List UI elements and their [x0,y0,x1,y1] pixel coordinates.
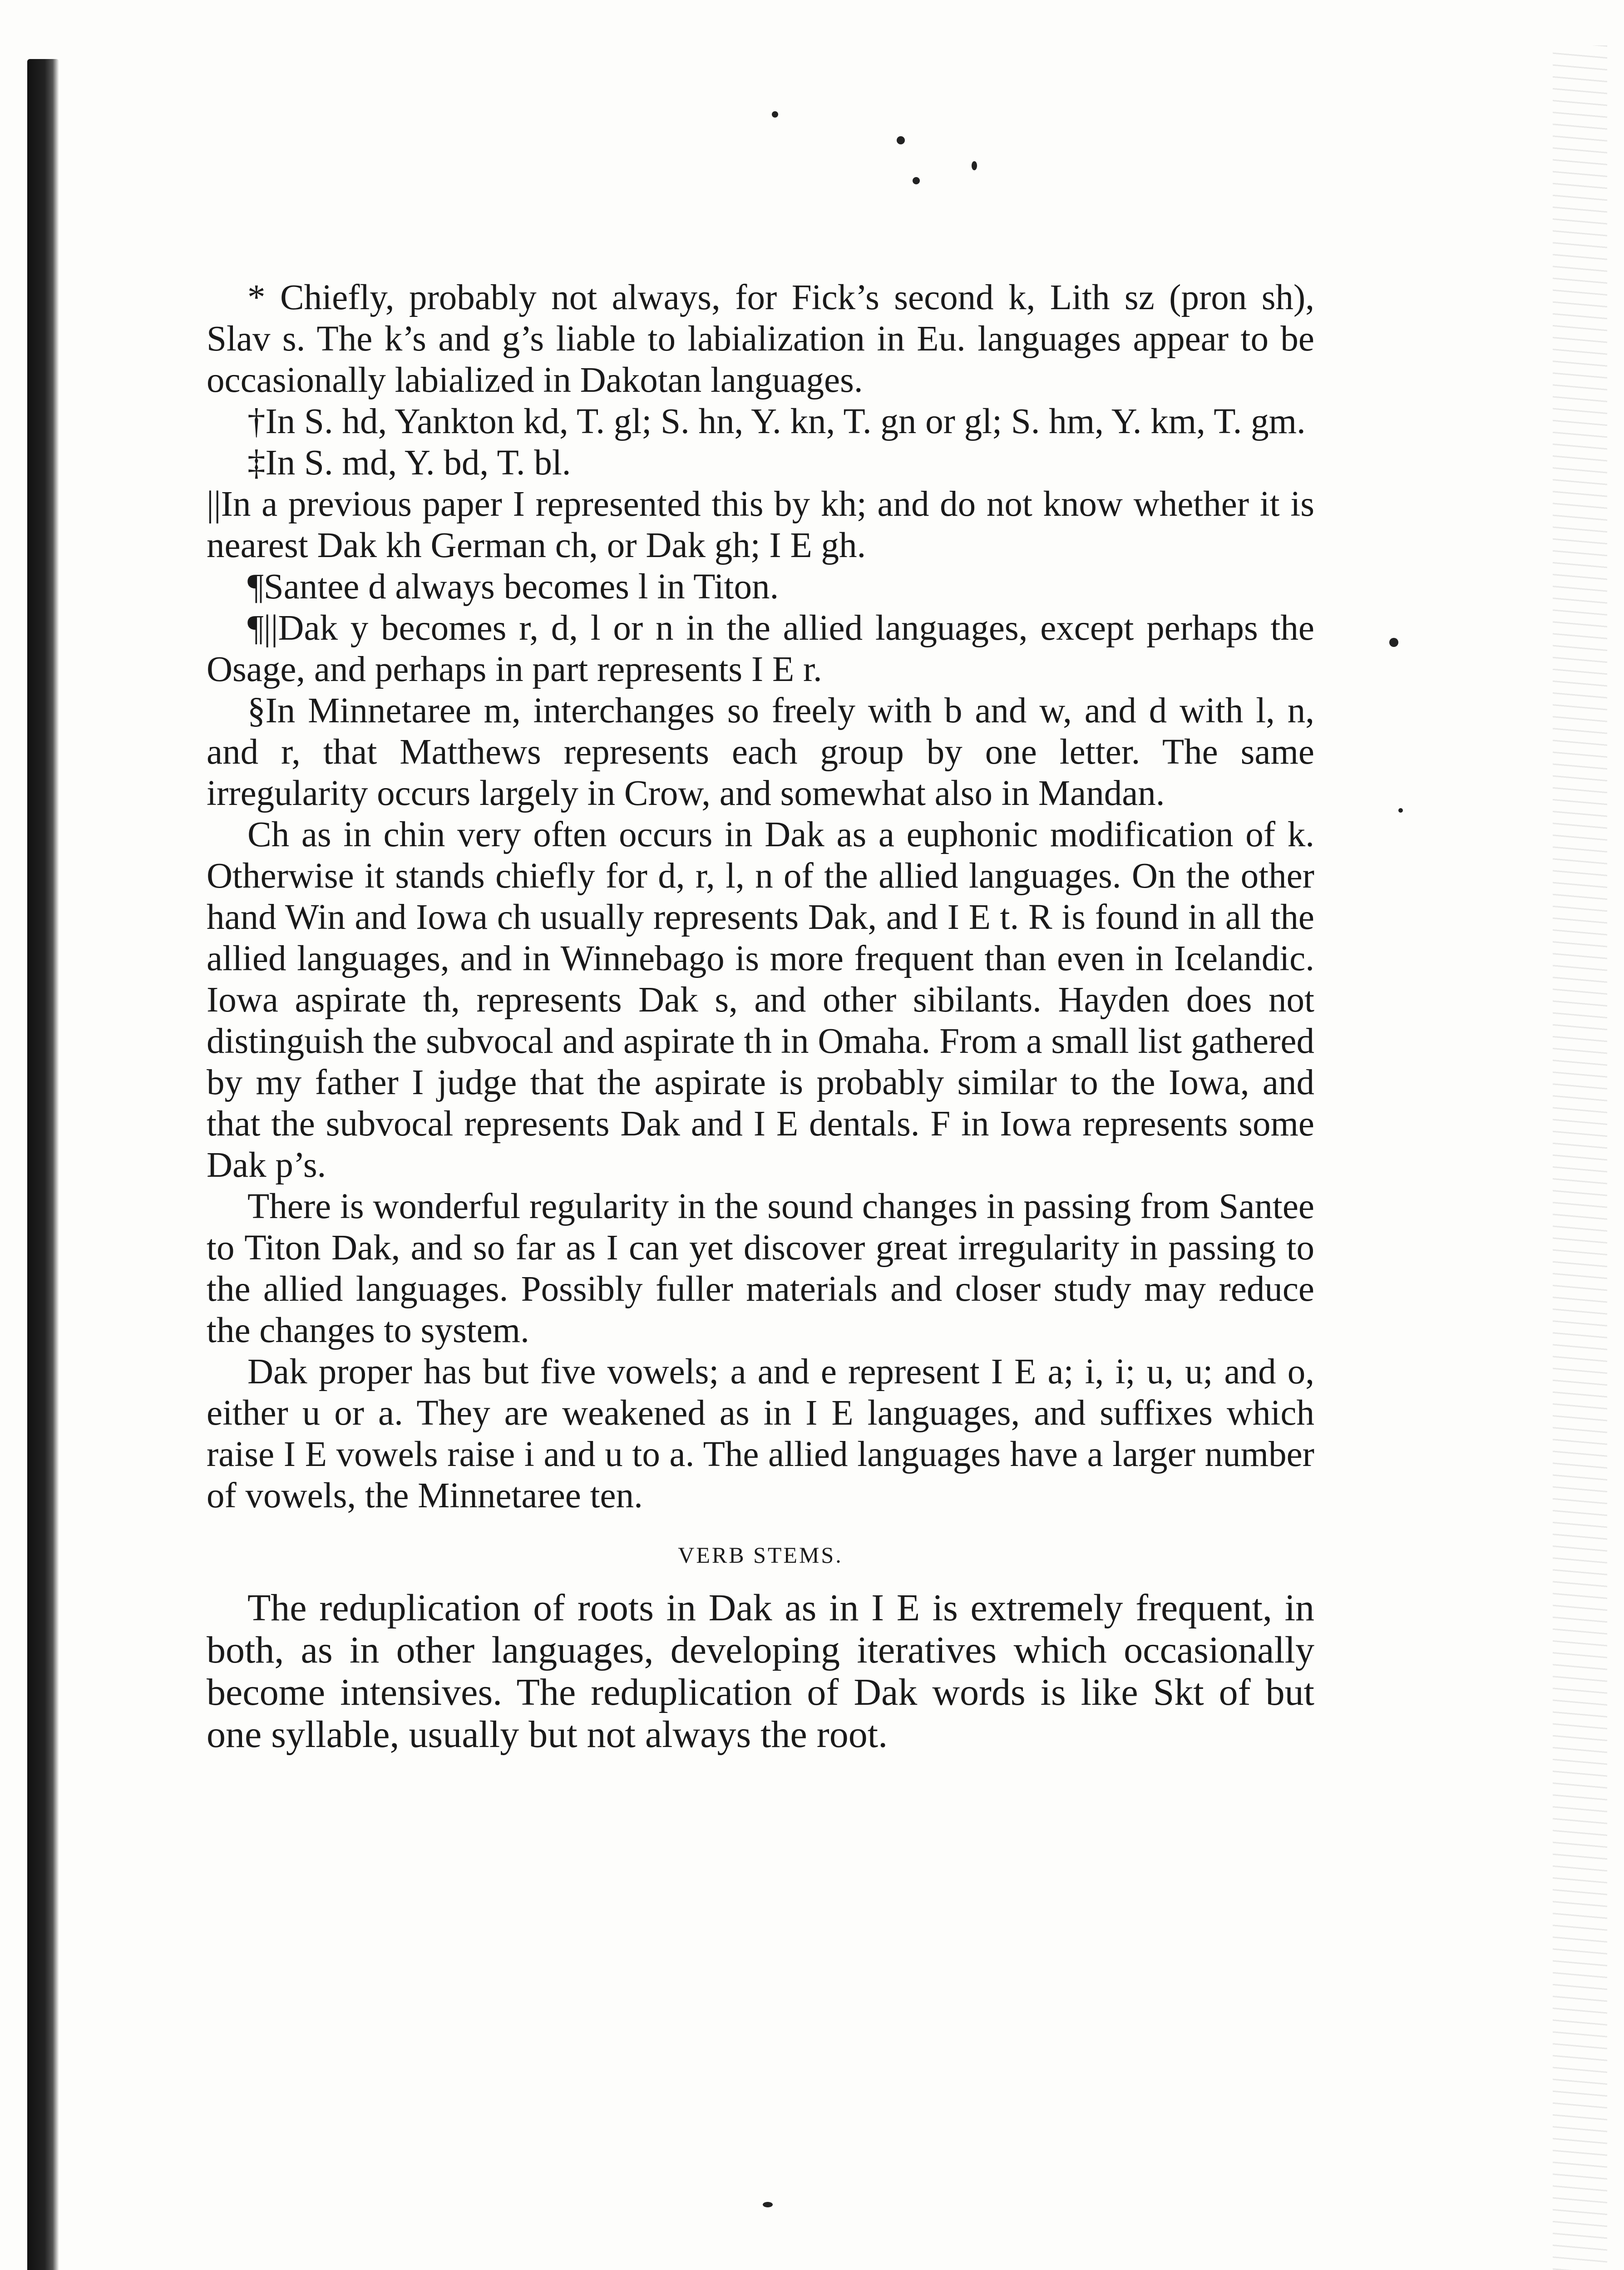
footnote-dagger: †In S. hd, Yankton kd, T. gl; S. hn, Y. kn, T. gn or gl; S. hm, Y. km, T. gm. [247,402,1306,441]
section-heading: VERB STEMS. [678,1542,843,1568]
final-paragraph: The reduplication of roots in Dak as in I E is extremely frequent, in both, as in other languages, developing iteratives which occasionally become intensives. The reduplication of Dak words is like Skt of but one syllable, usually but not always the root. [207,1587,1314,1756]
footnote-double-dagger: ‡In S. md, Y. bd, T. bl. [247,443,571,483]
ink-speck [913,177,920,184]
page-text [207,277,1314,1756]
ink-speck [1389,638,1398,647]
ink-speck [1398,808,1403,813]
ink-speck [972,161,977,170]
footnote-section: §In Minnetaree m, interchanges so freely with b and w, and d with l, n, and r, that Matthews represents each group by one letter. The same irregularity occurs largely in Crow, and somewhat also in Mandan. [207,691,1314,813]
footnote-parallel: ||In a previous paper I represented this by kh; and do not know whether it is nearest Dak kh German ch, or Dak gh; I E gh. [207,484,1314,565]
footnote-pilcrow: ¶Santee d always becomes l in Titon. [247,567,779,607]
body-paragraph: Ch as in chin very often occurs in Dak as a euphonic modification of k. Otherwise it stands chiefly for d, r, l, n of the allied languages. On the other hand Win and Iowa ch usually represents Dak, and I E t. R is found in all the allied languages, and in Winnebago is more frequent than even in Icelandic. Iowa aspirate th, represents Dak s, and other sibilants. Hayden does not distinguish the subvocal and aspirate th in Omaha. From a small list gathered by my father I judge that the aspirate is probably similar to the Iowa, and that the subvocal represents Dak and I E dentals. F in Iowa represents some Dak p’s. [207,815,1314,1185]
body-paragraph: Dak proper has but five vowels; a and e represent I E a; i, i; u, u; and o, either u or a. They are weakened as in I E languages, and suffixes which raise I E vowels raise i and u to a. The allied languages have a larger number of vowels, the Minnetaree ten. [207,1352,1314,1515]
body-paragraph: There is wonderful regularity in the sound changes in passing from Santee to Titon Dak, and so far as I can yet discover great irregularity in passing to the allied languages. Possibly fuller materials and closer study may reduce the changes to system. [207,1187,1314,1350]
ink-speck [763,2202,773,2207]
footnote-pilcrow-parallel: ¶||Dak y becomes r, d, l or n in the allied languages, except perhaps the Osage, and perhaps in part represents I E r. [207,608,1314,689]
ink-speck [897,136,905,144]
ink-speck [772,111,778,118]
page-edge-texture-right [1553,45,1607,2270]
page-binding-shadow [27,59,59,2270]
footnote-star: * Chiefly, probably not always, for Fick’s second k, Lith sz (pron sh), Slav s. The k’s and g’s liable to labialization in Eu. languages appear to be occasionally labialized in Dakotan languages. [207,278,1314,400]
